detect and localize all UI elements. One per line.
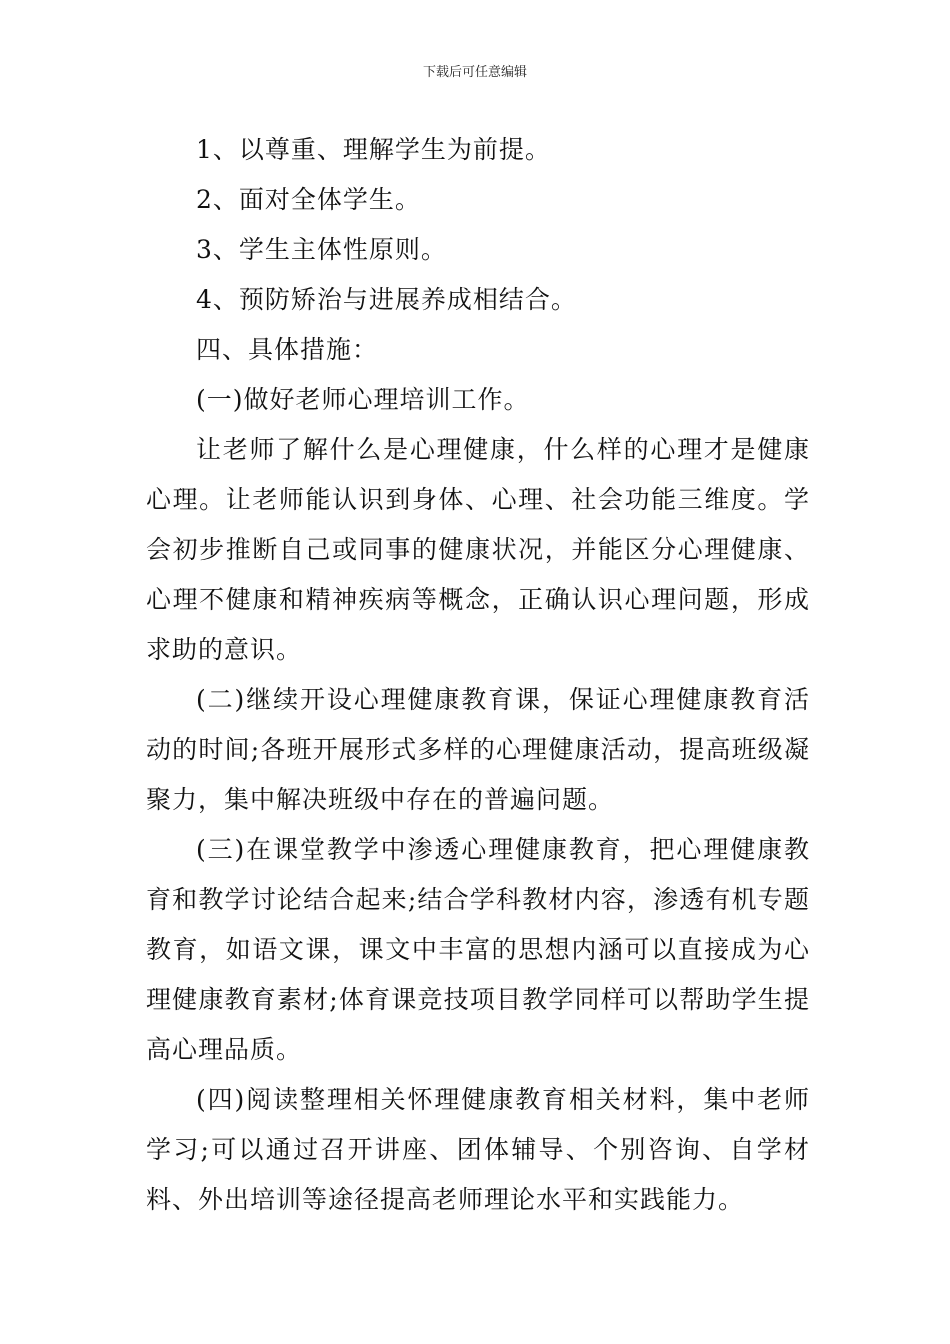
section-heading-measures: 四、具体措施： [196, 335, 379, 364]
measure-4: (四)阅读整理相关怀理健康教育相关材料，集中老师学习;可以通过召开讲座、团体辅导、个别咨询、自学材料、外出培训等途径提高老师理论水平和实践能力。 [146, 1085, 810, 1214]
measure-1-heading: (一)做好老师心理培训工作。 [196, 385, 530, 414]
principle-2: 2、面对全体学生。 [196, 185, 421, 214]
measure-3: (三)在课堂教学中渗透心理健康教育，把心理健康教育和教学讨论结合起来;结合学科教材内容，渗透有机专题教育，如语文课，课文中丰富的思想内涵可以直接成为心理健康教育素材;体育课竞技项目教学同样可以帮助学生提高心理品质。 [146, 835, 810, 1064]
principle-4: 4、预防矫治与进展养成相结合。 [196, 285, 577, 314]
principle-3: 3、学生主体性原则。 [196, 235, 447, 264]
page-header: 下载后可任意编辑 [422, 65, 527, 80]
measure-2: (二)继续开设心理健康教育课，保证心理健康教育活动的时间;各班开展形式多样的心理健康活动，提高班级凝聚力，集中解决班级中存在的普遍问题。 [146, 685, 810, 814]
principle-1: 1、以尊重、理解学生为前提。 [196, 135, 551, 164]
measure-1-body: 让老师了解什么是心理健康，什么样的心理才是健康心理。让老师能认识到身体、心理、社会功能三维度。学会初步推断自己或同事的健康状况，并能区分心理健康、心理不健康和精神疾病等概念，正确认识心理问题，形成求助的意识。 [146, 435, 810, 664]
document-body [146, 125, 810, 1225]
